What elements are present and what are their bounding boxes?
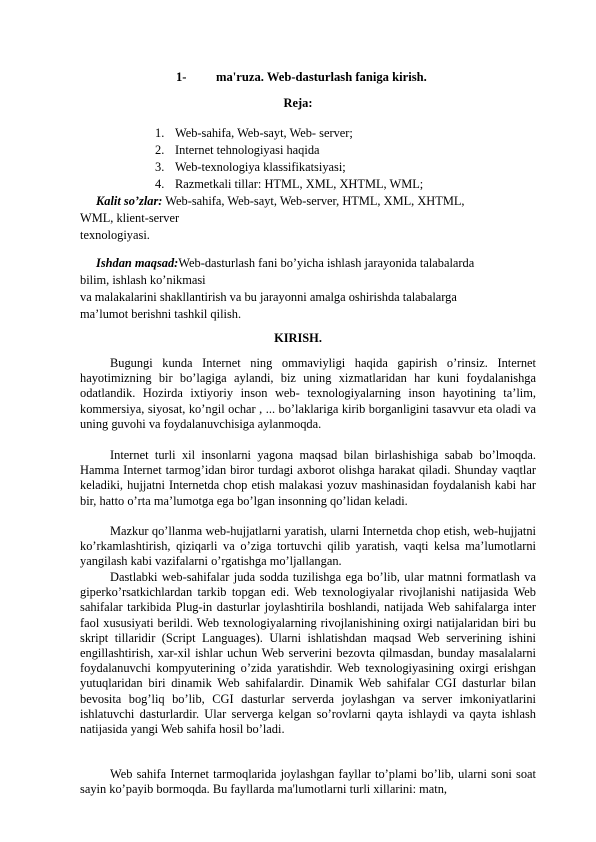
keywords-line [96, 194, 465, 209]
intro-heading: KIRISH. [274, 331, 322, 345]
goal-label: Ishdan maqsad: [96, 256, 179, 270]
keywords-label: Kalit so’zlar: [96, 194, 163, 208]
lecture-title [176, 70, 427, 85]
body-paragraph: Bugungi kunda Internet ning ommaviyligi haqida gapirish o’rinsiz. Internet hayotimizning bir bo’lagiga aylandi, biz uning xizmatlaridan har kuni foydalanishga odatlandik. Hozirda ixtiyoriy inson web- texnologiyalarning inson hayotining ta’lim, kommersiya, siyosat, ko’ngil ochar , ... bo’laklariga kirib borganligini tasavvur eta oladi va uning guvohi va foydalanuvchisiga aylanmoqda. [80, 356, 536, 431]
goal-line: ma’lumot berishni tashkil qilish. [80, 307, 242, 321]
goal-line [96, 256, 474, 271]
body-paragraph: Internet turli xil insonlarni yagona maqsad bilan birlashishiga sabab bo’lmoqda. Hamma Internet tarmog’idan biror turdagi axborot olishga harakat qiladi. Shunday vaqtlar keladiki, hujjatni Internetda chop etish malakasi yozuv mashinasidan foydalanish kabi har bir, hatto o’rta ma’lumotga ega bo’lgan insonning qo’lidan keladi. [80, 448, 536, 508]
body-paragraph: Dastlabki web-sahifalar juda sodda tuzilishga ega bo’lib, ular matnni formatlash va giperko’rsatkichlardan tarkib topgan edi. Web texnologiyalar rivojlanishi natijasida Web sahifalar tarkibida Plug-in dasturlar joylashtirila boshlandi, natijada Web sahifalarga inter faol xususiyati berildi. Web texnologiyalarning rivojlanishining oxirgi natijalaridan biri bu skript tillaridir (Script Languages). Ularni ishlatishdan maqsad Web serverining ishini engillashtirish, xar-xil ishlar uchun Web serverini bezovta qilmasdan, bunday masalalarni foydalanuvchi kompyuterining o’zida yaratishdir. Web texnologiyasining oxirgi erishgan yutuqlaridan biri dinamik Web sahifalardir. Dinamik Web sahifalar CGI dasturlar bilan bevosita bog’liq bo’lib, CGI dasturlar serverda joylashgan va server imkoniyatlarini ishlatuvchi dasturlardir. Ular serverga kelgan so’rovlarni qayta ishlaydi va qayta ishlash natijasida yangi Web sahifa hosil bo’ladi. [80, 570, 536, 737]
keywords-line: texnologiyasi. [80, 228, 150, 242]
plan-heading: Reja: [283, 96, 313, 110]
plan-item: 3. Web-texnologiya klassifikatsiyasi; [155, 160, 346, 174]
goal-text: Web-dasturlash fani bo’yicha ishlash jarayonida talabalarda [178, 256, 475, 270]
goal-line: va malakalarini shakllantirish va bu jarayonni amalga oshirishda talabalarga [80, 290, 457, 304]
plan-item: 4. Razmetkali tillar: HTML, XML, XHTML, WML; [155, 177, 424, 191]
lecture-title-text: ma'ruza. Web-dasturlash faniga kirish. [216, 70, 427, 84]
plan-item: 2. Internet tehnologiyasi haqida [155, 143, 320, 157]
keywords-text: Web-sahifa, Web-sayt, Web-server, HTML, XML, XHTML, [162, 194, 465, 208]
lecture-number: 1- [176, 70, 187, 84]
goal-line: bilim, ishlash ko’nikmasi [80, 273, 206, 287]
keywords-line: WML, klient-server [80, 211, 180, 225]
plan-item: 1. Web-sahifa, Web-sayt, Web- server; [155, 126, 353, 140]
body-paragraph: Mazkur qo’llanma web-hujjatlarni yaratish, ularni Internetda chop etish, web-hujjatni ko’rkamlashtirish, qiziqarli va o’ziga tortuvchi qilib yaratish, vaqti kelsa ma’lumotlarni yangilash kabi vazifalarni o’rgatishga mo’ljallangan. [80, 524, 536, 569]
body-paragraph: Web sahifa Internet tarmoqlarida joylashgan fayllar to’plami bo’lib, ularni soni soat sayin ko’payib bormoqda. Bu fayllarda ma'lumotlarni turli xillarini: matn, [80, 767, 536, 797]
